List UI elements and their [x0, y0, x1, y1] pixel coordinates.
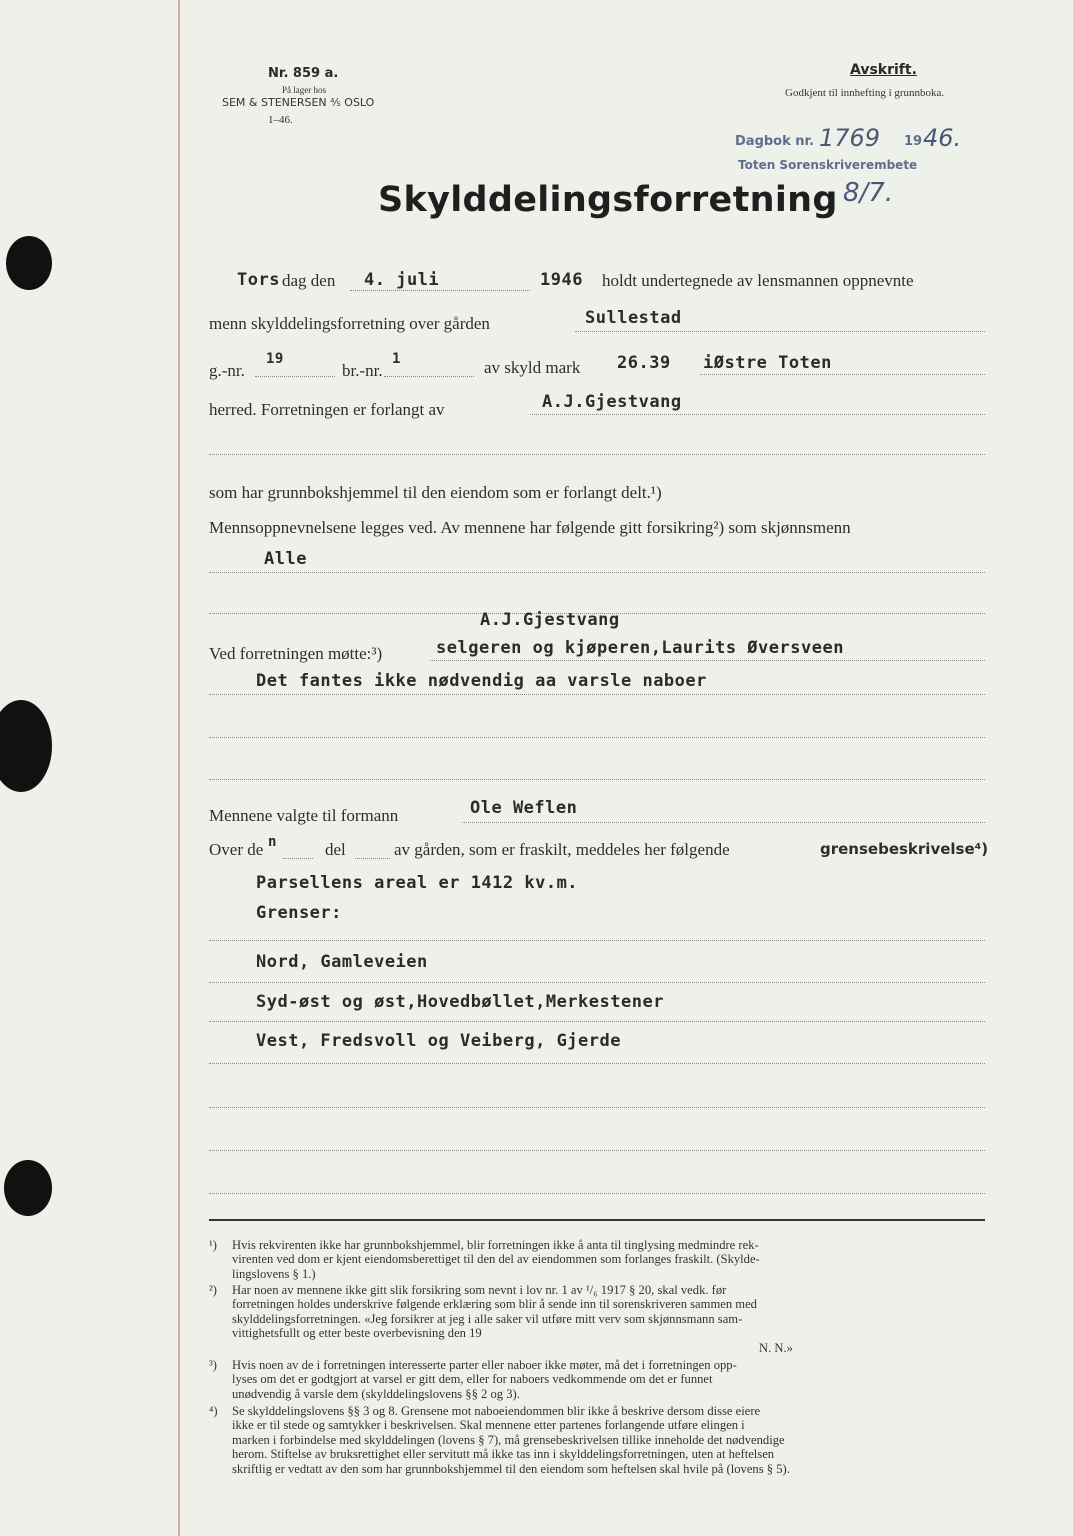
hjemmel-text: som har grunnbokshjemmel til den eiendom som er forlangt delt.¹)	[209, 483, 662, 502]
footnote-line: skylddelingsforretningen. «Jeg forsikrer at jeg i alle saker vil utføre mitt verv som skjønnsmann sam-	[232, 1311, 743, 1326]
farm-name: Sullestad	[585, 308, 682, 328]
description-line-5	[209, 1107, 985, 1108]
bnr-label: br.-nr.	[342, 361, 383, 380]
form-date: 1–46.	[268, 114, 293, 126]
motte-label: Ved forretningen møtte:³)	[209, 644, 383, 663]
stamp-office: Toten Sorenskriverembete	[738, 158, 918, 172]
footnote-3	[209, 1358, 987, 1401]
footnote-number: ²)	[209, 1283, 217, 1297]
formann-label: Mennene valgte til formann	[209, 806, 399, 825]
footnote-line: Har noen av mennene ikke gitt slik forsikring som nevnt i lov nr. 1 av ¹/₆ 1917 § 20, skal vedk. før	[232, 1283, 727, 1297]
form-number: Nr. 859 a.	[268, 66, 339, 81]
margin-line	[178, 0, 180, 1536]
varsle-statement: Det fantes ikke nødvendig aa varsle naboer	[256, 671, 707, 691]
dagbok-number: 1769	[819, 124, 881, 152]
del-label: del	[325, 840, 346, 859]
footnote-line: lyses om det er godtgjort at varsel er gitt dem, eller for naboers vedkommende om det er funnet	[232, 1372, 713, 1387]
over-handwritten: n	[268, 834, 277, 850]
blank-line-1	[209, 454, 985, 455]
forsikring-line	[209, 572, 985, 573]
description-nord: Nord, Gamleveien	[256, 952, 428, 972]
formann-value: Ole Weflen	[470, 798, 578, 818]
footnote-number: ³)	[209, 1358, 217, 1372]
herred-label: herred. Forretningen er forlangt av	[209, 400, 445, 419]
motte-line	[430, 660, 985, 661]
footnote-line: virenten ved dom er kjent eiendomsberettiget til den del av eiendommen som forlanges fraskilt. (Skylde-	[232, 1252, 760, 1267]
description-area: Parsellens areal er 1412 kv.m.	[256, 873, 579, 893]
bnr-line	[384, 376, 474, 377]
dag-den-label: dag den	[282, 271, 336, 290]
attended-name: A.J.Gjestvang	[480, 610, 620, 630]
punch-hole-bottom	[4, 1160, 52, 1216]
description-grenser: Grenser:	[256, 903, 342, 923]
herred-line	[700, 374, 985, 375]
weekday-prefix: Tors	[237, 270, 280, 290]
footnote-separator	[209, 1219, 985, 1221]
footnote-4	[209, 1404, 987, 1476]
document-title: Skylddelingsforretning	[378, 180, 838, 220]
publisher-line2: SEM & STENERSEN ⅘ OSLO	[222, 96, 375, 109]
line2-text: menn skylddelingsforretning over gården	[209, 314, 490, 333]
description-line-6	[209, 1150, 985, 1151]
over-line-2	[355, 858, 390, 859]
description-syd: Syd-øst og øst,Hovedbøllet,Merkestener	[256, 992, 664, 1012]
description-line-1	[209, 940, 985, 941]
description-line-2	[209, 982, 985, 983]
description-line-3	[209, 1021, 985, 1022]
line1-text: holdt undertegnede av lensmannen oppnevnte	[602, 271, 914, 290]
footnote-line: marken i forbindelse med skylddelingen (lovens § 7), må grensebeskrivelsen tillike inneholde det nødvendige	[232, 1432, 785, 1447]
footnote-number: ¹)	[209, 1238, 217, 1252]
bnr-value: 1	[392, 351, 401, 367]
footnote-2	[209, 1283, 987, 1355]
punch-hole-top	[6, 236, 52, 290]
footnote-line: Se skylddelingslovens §§ 3 og 8. Grensene mot naboeiendommen blir ikke å beskrive dersom disse eiere	[232, 1404, 761, 1418]
footnote-line: Hvis rekvirenten ikke har grunnbokshjemmel, blir forretningen ikke å anta til tinglysing medmindre rek-	[232, 1238, 759, 1252]
formann-line	[462, 822, 985, 823]
requested-by: A.J.Gjestvang	[542, 392, 682, 412]
publisher-line1: På lager hos	[282, 85, 326, 95]
avskrift-title: Avskrift.	[850, 62, 917, 78]
footnote-line: skriftlig er vedtatt av den som har grunnbokshjemmel til den eiendom som heftelsen skal hvile på (lovens § 5).	[232, 1461, 790, 1476]
footnote-line: unødvendig å varsle dem (skylddelingslovens §§ 2 og 3).	[232, 1386, 520, 1401]
requested-by-line	[530, 414, 985, 415]
description-line-7	[209, 1193, 985, 1194]
footnote-line: N. N.»	[759, 1340, 793, 1355]
over-line-1	[283, 858, 313, 859]
gnr-line	[255, 376, 335, 377]
description-line-4	[209, 1063, 985, 1064]
herred-name: iØstre Toten	[703, 353, 832, 373]
blank-line-3	[209, 737, 985, 738]
grense-label: grensebeskrivelse⁴)	[820, 840, 989, 858]
forsikring-value: Alle	[264, 549, 307, 569]
date-line	[350, 290, 530, 291]
description-vest: Vest, Fredsvoll og Veiberg, Gjerde	[256, 1031, 621, 1051]
gnr-label: g.-nr.	[209, 361, 245, 380]
footnote-line: lingslovens § 1.)	[232, 1266, 316, 1281]
skyld-label: av skyld mark	[484, 358, 581, 377]
varsle-line	[209, 694, 985, 695]
footnote-line: herom. Stiftelse av bruksrettighet eller servitutt må ikke tas inn i skylddelingsforretningen, uten at heftelsen	[232, 1447, 775, 1462]
meeting-date: 4. juli	[364, 270, 440, 290]
skyld-value: 26.39	[617, 353, 671, 373]
footnote-line: ikke er til stede og samtykker i beskrivelsen. Skal mennene etter partenes forlangende utføre elingen i	[232, 1418, 745, 1433]
footnote-number: ⁴)	[209, 1404, 218, 1418]
farm-line	[575, 331, 985, 332]
page-reference: 8/7.	[843, 178, 894, 208]
over-text: av gården, som er fraskilt, meddeles her følgende	[394, 840, 730, 859]
meeting-year: 1946	[540, 270, 583, 290]
gnr-value: 19	[266, 351, 284, 367]
dagbok-year-prefix: 19	[904, 134, 923, 149]
punch-hole-middle	[0, 700, 52, 792]
dagbok-year: 46.	[923, 124, 962, 152]
footnote-line: forretningen holdes underskrive følgende erklæring som blir å sende inn til sorenskriveren sammen med	[232, 1297, 757, 1312]
dagbok-label: Dagbok nr.	[735, 134, 815, 149]
footnote-1	[209, 1238, 987, 1281]
footnote-line: vittighetsfullt og etter beste overbevisning den 19	[232, 1326, 482, 1341]
footnote-line: Hvis noen av de i forretningen interesserte parter eller naboer ikke møter, må det i forretningen opp-	[232, 1358, 737, 1372]
blank-line-4	[209, 779, 985, 780]
avskrift-subtitle: Godkjent til innhefting i grunnboka.	[785, 87, 945, 99]
over-label: Over de	[209, 840, 264, 859]
mennsopp-text: Mennsoppnevnelsene legges ved. Av mennene har følgende gitt forsikring²) som skjønnsmenn	[209, 518, 851, 537]
motte-value: selgeren og kjøperen,Laurits Øversveen	[436, 638, 844, 658]
